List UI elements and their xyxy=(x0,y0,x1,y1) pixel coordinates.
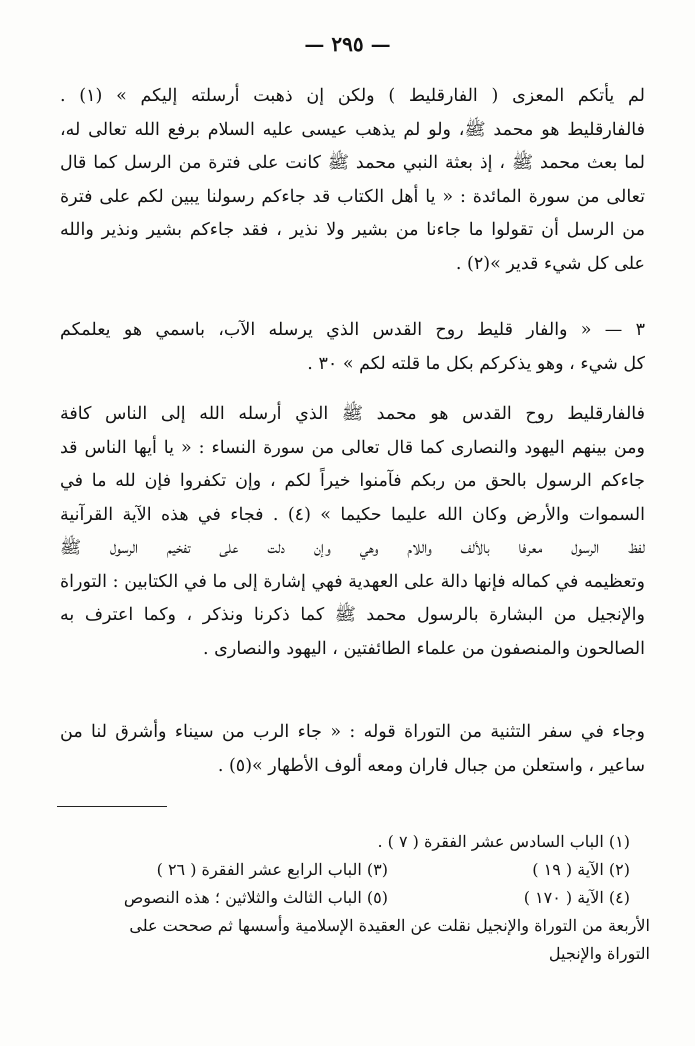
paragraph-1 xyxy=(60,80,645,281)
text-line: فالفارقليط روح القدس هو محمد ﷺ الذي أرسله الله إلى الناس كافة xyxy=(60,404,645,424)
footnote-divider xyxy=(57,806,167,807)
paragraph-4 xyxy=(60,716,645,783)
footnote-5-end: التوراة والإنجيل xyxy=(548,944,650,963)
text-line: الصالحون والمنصفون من علماء الطائفتين ، اليهود والنصارى . xyxy=(203,638,645,659)
text-line: ساعير ، واستعلن من جبال فاران ومعه ألوف الأطهار »(٥) . xyxy=(217,755,645,776)
text-line: والإنجيل من البشارة بالرسول محمد ﷺ كما ذكرنا ونذكر ، وكما اعترف به xyxy=(60,605,645,625)
text-line: لما بعث محمد ﷺ ، إذ بعثة النبي محمد ﷺ كانت على فترة من الرسل كما قال xyxy=(60,153,645,173)
page-number: — ٢٩٥ — xyxy=(304,32,391,56)
paragraph-2 xyxy=(60,314,645,381)
text-line: ومن بينهم اليهود والنصارى كما قال تعالى من سورة النساء : « يا أيها الناس قد xyxy=(60,437,645,458)
text-line: جاءكم الرسول بالحق من ربكم فآمنوا خيراً لكم ، وإن تكفروا فإن لله ما في xyxy=(60,471,645,491)
footnote-5: (٥) الباب الثالث والثلاثين ؛ هذه النصوص xyxy=(123,888,388,907)
text-line: وتعظيمه في كماله فإنها دالة على العهدية فهي إشارة إلى ما في الكتابين : التوراة xyxy=(60,571,645,592)
text-line: كل شيء ، وهو يذكركم بكل ما قلته لكم » ٣٠ . xyxy=(307,353,645,374)
footnote-1: (١) الباب السادس عشر الفقرة ( ٧ ) . xyxy=(377,832,630,851)
footnotes xyxy=(40,828,650,968)
text-line: لم يأتكم المعزى ( الفارقليط ) ولكن إن ذهبت أرسلته إليكم » (١) . xyxy=(60,86,645,106)
text-line: لفظ الرسول معرفا بالألف واللام وهي وإن دلت على تفخيم الرسول ﷺ xyxy=(60,538,645,558)
text-line: فالفارقليط هو محمد ﷺ، ولو لم يذهب عيسى عليه السلام برفع الله تعالى له، xyxy=(60,119,645,140)
footnote-5-continued: الأربعة من التوراة والإنجيل نقلت عن العقيدة الإسلامية وأسسها ثم صححت على xyxy=(129,916,650,935)
footnote-2: (٢) الآية ( ١٩ ) xyxy=(532,860,630,879)
paragraph-3 xyxy=(60,398,645,666)
text-line: وجاء في سفر التثنية من التوراة قوله : « جاء الرب من سيناء وأشرق لنا من xyxy=(60,722,645,742)
text-line: ٣ — « والفار قليط روح القدس الذي يرسله الآب، باسمي هو يعلمكم xyxy=(60,320,645,340)
text-line: من الرسل أن تقولوا ما جاءنا من بشير ولا نذير ، فقد جاءكم بشير ونذير والله xyxy=(60,220,645,240)
text-line: على كل شيء قدير »(٢) . xyxy=(455,253,645,274)
footnote-3: (٣) الباب الرابع عشر الفقرة ( ٢٦ ) xyxy=(156,860,388,879)
footnote-4: (٤) الآية ( ١٧٠ ) xyxy=(523,888,630,907)
text-line: تعالى من سورة المائدة : « يا أهل الكتاب قد جاءكم رسولنا يبين لكم على فترة xyxy=(60,186,645,207)
text-line: السموات والأرض وكان الله عليما حكيما » (٤) . فجاء في هذه الآية القرآنية xyxy=(60,504,645,525)
